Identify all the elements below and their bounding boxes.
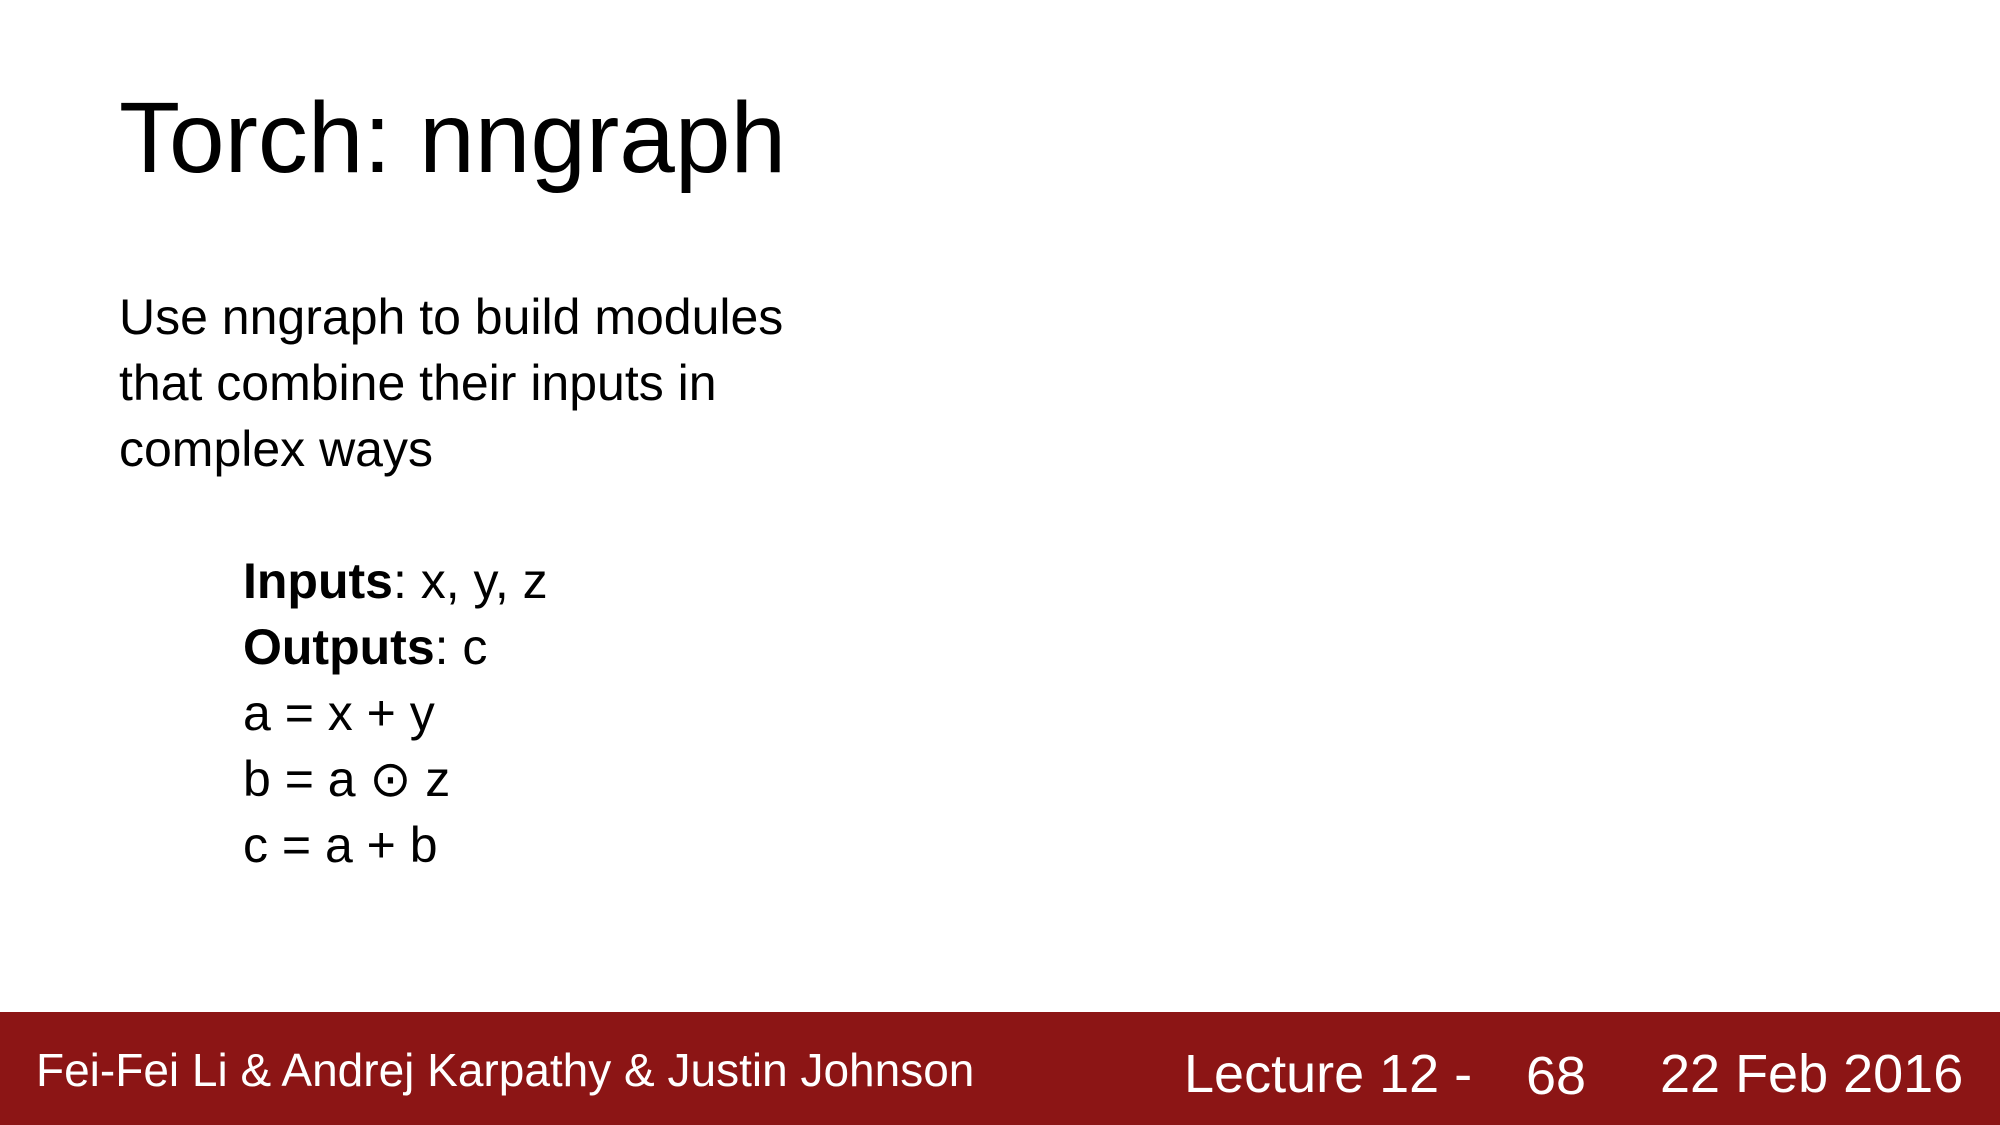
equation-b: b = a ⊙ z (243, 751, 451, 807)
equation-c: c = a + b (243, 817, 438, 873)
inputs-label: Inputs (243, 553, 393, 609)
intro-line: Use nngraph to build modules (119, 289, 784, 345)
outputs-value: : c (434, 619, 488, 675)
footer-authors: Fei-Fei Li & Andrej Karpathy & Justin Johnson (36, 1044, 975, 1096)
inputs-line (243, 548, 548, 614)
footer-bar (0, 1012, 2000, 1125)
intro-line: complex ways (119, 421, 433, 477)
graph-spec (243, 548, 548, 878)
outputs-line (243, 614, 548, 680)
slide-title: Torch: nngraph (119, 82, 787, 194)
intro-line: that combine their inputs in (119, 355, 717, 411)
equation-a: a = x + y (243, 685, 435, 741)
footer-page-number: 68 (1526, 1046, 1587, 1106)
inputs-value: : x, y, z (392, 553, 548, 609)
footer-lecture: Lecture 12 - (1184, 1044, 1473, 1104)
footer-date: 22 Feb 2016 (1660, 1044, 1964, 1104)
outputs-label: Outputs (243, 619, 435, 675)
intro-text (119, 284, 783, 482)
